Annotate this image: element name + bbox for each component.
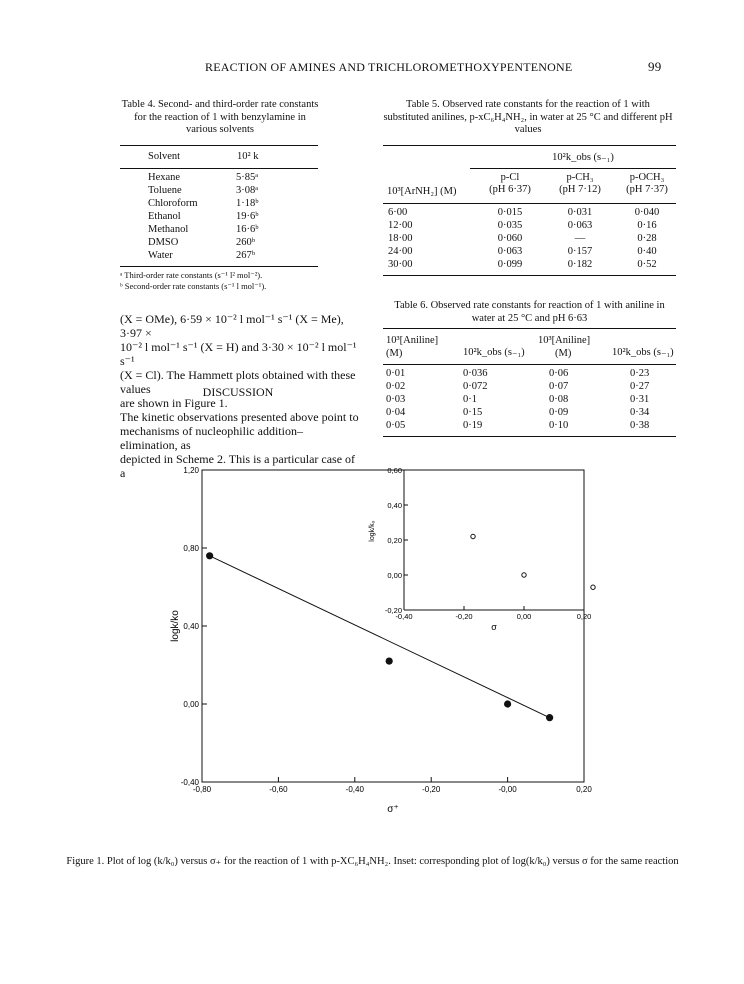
section-heading-discussion: DISCUSSION xyxy=(202,385,274,399)
table6-bottom-rule xyxy=(383,436,676,437)
table6-cell: 0·31 xyxy=(630,394,650,405)
inset-y-tick-label: -0,20 xyxy=(384,606,402,615)
table5-col-poch3: p-OCH₃ xyxy=(629,172,665,183)
table5-cell: 18·00 xyxy=(388,233,413,244)
table5-cell: 30·00 xyxy=(388,259,413,270)
table4-cell-k: 3·08ᵃ xyxy=(236,185,259,196)
table6-cell: 0·34 xyxy=(630,407,650,418)
main-plot-frame xyxy=(202,470,584,782)
table4-cell-k: 16·6ᵇ xyxy=(236,224,259,235)
table6-cell: 0·38 xyxy=(630,420,650,431)
inset-x-tick-label: 0,00 xyxy=(516,612,532,621)
inset-y-axis-label: logk/kₒ xyxy=(369,520,376,542)
main-x-axis-label: σ⁺ xyxy=(387,804,399,815)
table5-cell: 0·40 xyxy=(637,246,657,257)
table5-cell: — xyxy=(574,233,586,244)
table5-cell: 0·063 xyxy=(567,220,593,231)
main-x-tick-label: 0,20 xyxy=(576,785,592,794)
figure1-hammett-plot xyxy=(160,462,620,822)
main-data-point xyxy=(504,700,511,707)
table6-col-kobs1: 10²k_obs (s₋₁) xyxy=(463,347,525,358)
table4-cell-solvent: Chloroform xyxy=(148,198,198,209)
table4-bottom-rule xyxy=(120,266,318,267)
table6-cell: 0·02 xyxy=(386,381,406,392)
table6-cell: 0·07 xyxy=(549,381,569,392)
main-y-tick-label: 0,40 xyxy=(183,622,199,631)
main-x-tick-label: -0,00 xyxy=(498,785,517,794)
table5-cell: 0·035 xyxy=(497,220,523,231)
table5-col-pcl: p-Cl xyxy=(500,172,520,183)
inset-y-tick-label: 0,20 xyxy=(387,536,402,545)
inset-x-axis-label: σ xyxy=(491,622,497,632)
header-title: REACTION OF AMINES AND TRICHLOROMETHOXYPENTENONE xyxy=(205,60,573,74)
table5-col-pch3-ph: (pH 7·12) xyxy=(559,184,601,195)
inset-x-tick-label: -0,40 xyxy=(395,612,413,621)
table6-col-kobs2: 10²k_obs (s₋₁) xyxy=(612,347,674,358)
table6-col-aniline1-unit: (M) xyxy=(386,348,403,359)
table4-caption: Table 4. Second- and third-order rate constants for the reaction of 1 with benzylamine in various solvents xyxy=(121,99,319,135)
main-y-tick-label: 0,00 xyxy=(183,700,199,709)
table5-cell: 0·031 xyxy=(567,207,593,218)
table4-col-k: 10² k xyxy=(237,151,259,162)
table4-cell-solvent: DMSO xyxy=(148,237,179,248)
table6-cell: 0·01 xyxy=(386,368,406,379)
table6-cell: 0·08 xyxy=(549,394,569,405)
figure1-caption: Figure 1. Plot of log (k/k₀) versus σ₊ for the reaction of 1 with p-XC₆H₄NH₂. Inset: corresponding plot of log(k/k₀) versus σ for the same reaction xyxy=(66,856,679,867)
table4-cell-solvent: Ethanol xyxy=(148,211,181,222)
table5-col-pch3: p-CH₃ xyxy=(566,172,594,183)
table5-cell: 0·28 xyxy=(637,233,657,244)
inset-y-tick-label: 0,60 xyxy=(387,466,402,475)
table6-cell: 0·10 xyxy=(549,420,569,431)
inset-x-tick-label: 0,20 xyxy=(576,612,592,621)
table6-cell: 0·072 xyxy=(463,381,488,392)
page-number: 99 xyxy=(648,59,662,74)
inset-plot xyxy=(369,462,595,632)
paragraph-discussion: The kinetic observations presented above point to mechanisms of nucleophilic addition–elimination, as depicted in Scheme 2. This is a particular case of a xyxy=(120,410,359,480)
inset-data-point xyxy=(522,573,526,577)
table5-cell: 0·060 xyxy=(497,233,523,244)
table5-bottom-rule xyxy=(383,275,676,276)
main-x-tick-label: -0,80 xyxy=(192,785,212,794)
table4-cell-k: 260ᵇ xyxy=(236,237,256,248)
table5-top-rule xyxy=(383,145,676,146)
table5-col-poch3-ph: (pH 7·37) xyxy=(626,184,668,195)
table5-cell: 0·063 xyxy=(497,246,523,257)
table4-cell-solvent: Hexane xyxy=(148,172,181,183)
inset-y-tick-label: 0,40 xyxy=(387,501,402,510)
table6-cell: 0·1 xyxy=(463,394,477,405)
table6-cell: 0·23 xyxy=(630,368,650,379)
table6-cell: 0·27 xyxy=(630,381,650,392)
table5-cell: 0·52 xyxy=(637,259,657,270)
main-data-point xyxy=(206,552,213,559)
table5-cell: 0·099 xyxy=(497,259,523,270)
table5-col-conc: 10³[ArNH₂] (M) xyxy=(387,186,457,197)
table5-col-pcl-ph: (pH 6·37) xyxy=(489,184,531,195)
table6-top-rule xyxy=(383,328,676,329)
table4-cell-k: 19·6ᵇ xyxy=(236,211,259,222)
table4-cell-solvent: Toluene xyxy=(148,185,182,196)
main-data-point xyxy=(546,714,553,721)
table6-cell: 0·036 xyxy=(463,368,488,379)
table4-header-rule xyxy=(120,168,318,169)
main-y-tick-label: -0,40 xyxy=(180,778,199,787)
table6-cell: 0·19 xyxy=(463,420,483,431)
main-fit-line xyxy=(210,556,550,718)
table6-cell: 0·06 xyxy=(549,368,569,379)
inset-data-point xyxy=(591,585,595,589)
table6-header-rule xyxy=(383,364,676,365)
table5-cell: 24·00 xyxy=(388,246,413,257)
table6-cell: 0·03 xyxy=(386,394,406,405)
table4-col-solvent: Solvent xyxy=(148,151,181,162)
table6-caption: Table 6. Observed rate constants for reaction of 1 with aniline in water at 25 °C and pH 6·63 xyxy=(394,300,665,324)
table4-top-rule xyxy=(120,145,318,146)
main-y-tick-label: 0,80 xyxy=(183,544,199,553)
main-data-point xyxy=(386,658,393,665)
table6-col-aniline1: 10³[Aniline] xyxy=(386,335,439,346)
main-y-axis-label: logk/ko xyxy=(170,610,181,642)
table5-cell: 0·040 xyxy=(634,207,660,218)
table5-cell: 12·00 xyxy=(388,220,413,231)
inset-x-tick-label: -0,20 xyxy=(455,612,473,621)
main-x-tick-label: -0,40 xyxy=(345,785,364,794)
table6-cell: 0·15 xyxy=(463,407,483,418)
table6-col-aniline2-unit: (M) xyxy=(555,348,572,359)
main-x-tick-label: -0,60 xyxy=(269,785,288,794)
main-x-tick-label: -0,20 xyxy=(422,785,441,794)
table4-cell-k: 1·18ᵇ xyxy=(236,198,259,209)
table6-cell: 0·09 xyxy=(549,407,569,418)
table5-cell: 6·00 xyxy=(388,207,408,218)
inset-y-tick-label: 0,00 xyxy=(387,571,402,580)
table5-span-header: 10²k_obs (s₋₁) xyxy=(552,152,614,163)
paragraph-hammett: (X = OMe), 6·59 × 10⁻² l mol⁻¹ s⁻¹ (X = Me), 3·97 × 10⁻² l mol⁻¹ s⁻¹ (X = H) and 3·30 × 10⁻² l mol⁻¹ s⁻¹ (X = Cl). The Hammett plots obtained with these values are shown in Figure 1. xyxy=(120,312,357,410)
main-y-tick-label: 1,20 xyxy=(183,466,199,475)
table5-span-rule xyxy=(470,168,676,169)
table5-cell: 0·157 xyxy=(567,246,593,257)
table4-cell-solvent: Methanol xyxy=(148,224,189,235)
table4-footnote-b: ᵇ Second-order rate constants (s⁻¹ l mol⁻¹). xyxy=(120,281,267,291)
table5-caption: Table 5. Observed rate constants for the reaction of 1 with substituted anilines, p-xC₆H₄NH₂, in water at 25 °C and different pH values xyxy=(383,99,673,135)
table5-cell: 0·015 xyxy=(497,207,523,218)
table5-cell: 0·182 xyxy=(567,259,593,270)
table4-cell-k: 267ᵇ xyxy=(236,250,256,261)
table6-col-aniline2: 10³[Aniline] xyxy=(538,335,591,346)
table4-footnote-a: ᵃ Third-order rate constants (s⁻¹ l² mol⁻²). xyxy=(120,270,263,280)
table6-cell: 0·04 xyxy=(386,407,406,418)
inset-data-point xyxy=(471,534,475,538)
table5-cell: 0·16 xyxy=(637,220,657,231)
table4-cell-k: 5·85ᵃ xyxy=(236,172,259,183)
table4-cell-solvent: Water xyxy=(148,250,173,261)
main-plot xyxy=(170,466,592,815)
table6-cell: 0·05 xyxy=(386,420,406,431)
table5-header-rule xyxy=(383,203,676,204)
